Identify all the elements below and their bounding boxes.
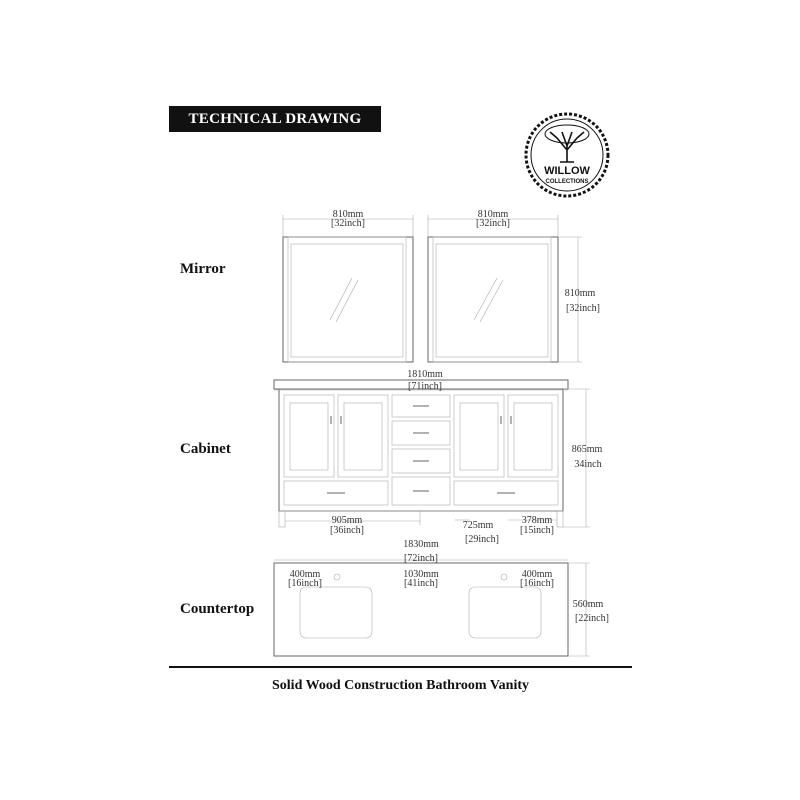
mirror-right-width-in: [32inch] [476,218,510,229]
mirror-right [428,237,558,362]
cabinet-depth-in: [29inch] [465,534,499,545]
cabinet-door [284,395,334,477]
sink-basin-right [469,587,541,638]
countertop-width-in: [72inch] [404,553,438,564]
countertop-width-mm: 1830mm [403,539,439,550]
countertop-label: Countertop [180,601,255,617]
cabinet-side-in: [15inch] [520,525,554,536]
countertop-depth-in: [22inch] [575,613,609,624]
countertop-left-offset-in: [16inch] [288,578,322,589]
countertop-right-offset-in: [16inch] [520,578,554,589]
cabinet-door [508,395,558,477]
countertop-depth-mm: 560mm [572,599,604,610]
mirror-height-mm: 810mm [564,288,596,299]
technical-drawing-title: TECHNICAL DRAWING [169,106,381,132]
mirror-left-width-mm: 810mm [332,209,364,220]
tree-icon [545,125,589,162]
mirror-right-width-mm: 810mm [477,209,509,220]
mirror-left-width-in: [32inch] [331,218,365,229]
logo-line-1: WILLOW [544,165,590,177]
cabinet-body [274,380,568,527]
cabinet-door [338,395,388,477]
sink-basin-left [300,587,372,638]
cabinet-side-mm: 378mm [521,515,553,526]
willow-collections-logo [526,114,608,196]
mirror-label: Mirror [180,261,226,277]
mirror-left [283,237,413,362]
countertop-left-offset-mm: 400mm [289,569,321,580]
cabinet-width-in: [71inch] [408,381,442,392]
cabinet-leg-span-in: [36inch] [330,525,364,536]
mirror-height-in: [32inch] [566,303,600,314]
faucet-hole-right [501,574,507,580]
cabinet-width-mm: 1810mm [407,369,443,380]
cabinet-height-mm: 865mm [571,444,603,455]
cabinet-label: Cabinet [180,441,231,457]
cabinet-leg-span-mm: 905mm [331,515,363,526]
cabinet-height-in: 34inch [574,459,602,470]
cabinet-depth-mm: 725mm [462,520,494,531]
logo-line-2: COLLECTIONS [545,179,589,185]
vanity-caption: Solid Wood Construction Bathroom Vanity [272,678,529,693]
countertop-right-offset-mm: 400mm [521,569,553,580]
countertop-center-in: [41inch] [404,578,438,589]
faucet-hole-left [334,574,340,580]
countertop-center-mm: 1030mm [403,569,439,580]
cabinet-door [454,395,504,477]
